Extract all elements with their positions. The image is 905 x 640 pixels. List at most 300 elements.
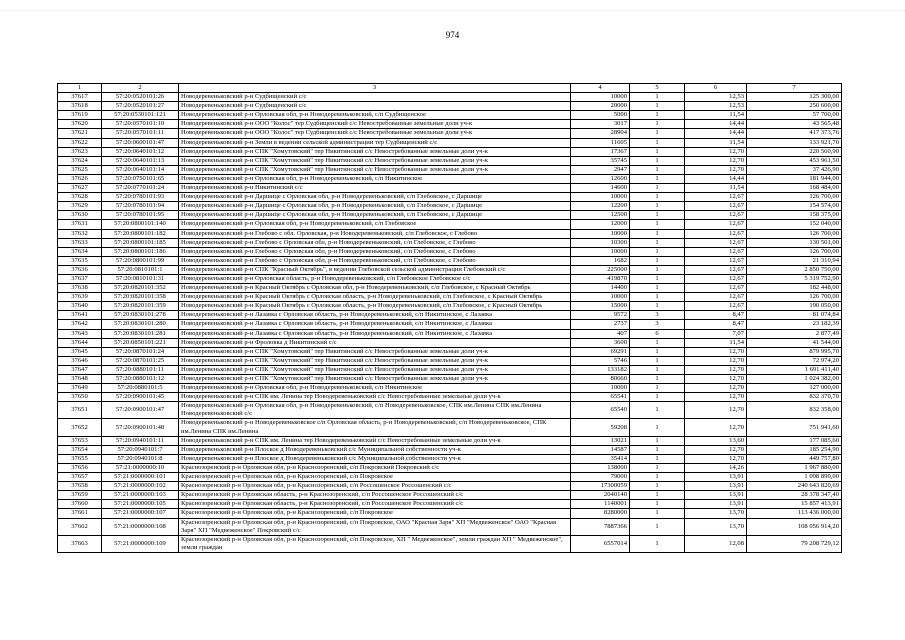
value-cell: 81 074,84 [747, 311, 842, 320]
value-cell: 417 373,76 [747, 129, 842, 138]
rate-cell: 12,67 [685, 202, 747, 211]
address-cell: Новодеревеньковский р-н СПК им. Ленина тер Новодеревеньковский с/с Невостребованные земельные доли уч-к [179, 393, 571, 402]
rate-cell: 14,44 [685, 129, 747, 138]
cadastral-number-cell: 57:20:0820101:352 [102, 284, 179, 293]
row-number-cell: 37641 [58, 311, 102, 320]
row-number-cell: 37639 [58, 293, 102, 302]
value-cell: 168 484,00 [747, 184, 842, 193]
group-cell: 1 [630, 265, 685, 274]
table-row [58, 229, 842, 238]
area-cell: 10300 [571, 238, 630, 247]
group-cell: 1 [630, 402, 685, 419]
cadastral-number-cell: 57:20:0520101:27 [102, 102, 179, 111]
rate-cell: 12,70 [685, 419, 747, 436]
address-cell: Краснозоренский р-н Орловская обл, р-н Краснозоренский, с/п Покровское, ОАО "Красная Заря" ХП "Медвеженское" ОАО "Красная Заря" ХП "Медвеженское" Покровский с/с [179, 518, 571, 535]
cadastral-number-cell: 57:20:0870101:24 [102, 347, 179, 356]
table-row [58, 402, 842, 419]
area-cell: 11605 [571, 138, 630, 147]
cadastral-number-cell: 57:20:0850101:221 [102, 338, 179, 347]
value-cell: 751 941,60 [747, 419, 842, 436]
cadastral-number-cell: 57:20:0830101:281 [102, 329, 179, 338]
value-cell: 108 056 914,20 [747, 518, 842, 535]
table-row [58, 338, 842, 347]
table-row [58, 202, 842, 211]
value-cell: 43 565,48 [747, 120, 842, 129]
area-cell: 59208 [571, 419, 630, 436]
table-row [58, 220, 842, 229]
group-cell: 1 [630, 220, 685, 229]
rate-cell: 13,91 [685, 500, 747, 509]
table-row [58, 445, 842, 454]
value-cell: 181 944,00 [747, 174, 842, 183]
rate-cell: 12,53 [685, 93, 747, 102]
group-cell: 1 [630, 473, 685, 482]
area-cell: 79000 [571, 473, 630, 482]
row-number-cell: 37659 [58, 491, 102, 500]
row-number-cell: 37663 [58, 535, 102, 552]
row-number-cell: 37654 [58, 445, 102, 454]
table-row [58, 500, 842, 509]
header-cell: 1 [58, 84, 102, 93]
cadastral-number-cell: 57:20:0900101:45 [102, 393, 179, 402]
table-row [58, 375, 842, 384]
group-cell: 1 [630, 463, 685, 472]
address-cell: Новодеревеньковский р-н СПК "Хомутовский" тер Никитинский с/с Невостребованные земельные доли уч-к [179, 375, 571, 384]
value-cell: 250 600,00 [747, 102, 842, 111]
group-cell: 1 [630, 184, 685, 193]
group-cell: 1 [630, 338, 685, 347]
group-cell: 1 [630, 518, 685, 535]
group-cell: 1 [630, 393, 685, 402]
area-cell: 7887366 [571, 518, 630, 535]
address-cell: Новодеревеньковский р-н ООО "Колос" тер Судбищенский с/с Невостребованные земельные доли уч-к [179, 129, 571, 138]
area-cell: 8280000 [571, 509, 630, 518]
area-cell: 419870 [571, 274, 630, 283]
cadastral-number-cell: 57:20:0800101:182 [102, 229, 179, 238]
address-cell: Новодеревеньковский р-н СПК "Хомутовский" тер Никитинский с/с Невостребованные земельные доли уч-к [179, 147, 571, 156]
value-cell: 2 850 750,00 [747, 265, 842, 274]
value-cell: 832 370,70 [747, 393, 842, 402]
cadastral-number-cell: 57:20:0800101:185 [102, 238, 179, 247]
row-number-cell: 37642 [58, 320, 102, 329]
table-row [58, 93, 842, 102]
value-cell: 832 358,00 [747, 402, 842, 419]
group-cell: 1 [630, 247, 685, 256]
table-row [58, 184, 842, 193]
scan-artifact [0, 10, 905, 17]
value-cell: 37 426,90 [747, 165, 842, 174]
address-cell: Новодеревеньковский р-н Судбищенский с/с [179, 102, 571, 111]
group-cell: 1 [630, 138, 685, 147]
rate-cell: 12,67 [685, 274, 747, 283]
table-row [58, 347, 842, 356]
rate-cell: 13,91 [685, 491, 747, 500]
address-cell: Новодеревеньковский р-н Красный Октябрь с Орловская обл, р-н Новодеревеньковский, с/п Глебовское, с Красный Октябрь [179, 284, 571, 293]
cadastral-number-cell: 57:20:0570101:11 [102, 129, 179, 138]
group-cell: 1 [630, 111, 685, 120]
group-cell: 1 [630, 500, 685, 509]
row-number-cell: 37618 [58, 102, 102, 111]
value-cell: 1 691 411,40 [747, 365, 842, 374]
rate-cell: 12,67 [685, 256, 747, 265]
group-cell: 1 [630, 156, 685, 165]
area-cell: 35745 [571, 156, 630, 165]
group-cell: 1 [630, 302, 685, 311]
area-cell: 20000 [571, 102, 630, 111]
cadastral-number-cell: 57:20:0800101:140 [102, 220, 179, 229]
value-cell: 126 700,00 [747, 293, 842, 302]
cadastral-number-cell: 57:21:0000000:107 [102, 509, 179, 518]
value-cell: 220 560,90 [747, 147, 842, 156]
rate-cell: 13,91 [685, 482, 747, 491]
cadastral-number-cell: 57:20:0830101:278 [102, 311, 179, 320]
table-row [58, 356, 842, 365]
row-number-cell: 37620 [58, 120, 102, 129]
value-cell: 127 000,00 [747, 384, 842, 393]
area-cell: 2040140 [571, 491, 630, 500]
row-number-cell: 37649 [58, 384, 102, 393]
value-cell: 133 921,70 [747, 138, 842, 147]
value-cell: 190 050,00 [747, 302, 842, 311]
address-cell: Новодеревеньковский р-н Даршице с Орловская обл, р-н Новодеревеньковский, с/п Глебовское, с Даршице [179, 202, 571, 211]
area-cell: 2737 [571, 320, 630, 329]
rate-cell: 13,60 [685, 436, 747, 445]
address-cell: Новодеревеньковский р-н ООО "Колос" тер Судбищенский с/с Невостребованные земельные доли уч-к [179, 120, 571, 129]
cadastral-number-cell: 57:20:0870101:25 [102, 356, 179, 365]
cadastral-number-cell: 57:21:0000000:10 [102, 463, 179, 472]
row-number-cell: 37627 [58, 184, 102, 193]
group-cell: 1 [630, 482, 685, 491]
cadastral-number-cell: 57:20:0640101:12 [102, 147, 179, 156]
cadastral-number-cell: 57:20:0940101:8 [102, 454, 179, 463]
table-row [58, 129, 842, 138]
area-cell: 133182 [571, 365, 630, 374]
address-cell: Новодеревеньковский р-н СПК "Хомутовский" тер Никитинский с/с Невостребованные земельные доли уч-к [179, 365, 571, 374]
area-cell: 2947 [571, 165, 630, 174]
address-cell: Краснозоренский р-н Орловская обл, р-н Краснозоренский, с/п Россошенское Россошенский с/с [179, 482, 571, 491]
address-cell: Новодеревеньковский р-н Никитинский с/с [179, 184, 571, 193]
table-row [58, 419, 842, 436]
group-cell: 1 [630, 284, 685, 293]
group-cell: 1 [630, 256, 685, 265]
cadastral-number-cell: 57:21:0000000:109 [102, 535, 179, 552]
group-cell: 1 [630, 375, 685, 384]
cadastral-number-cell: 57:20:0640101:13 [102, 156, 179, 165]
value-cell: 72 974,20 [747, 356, 842, 365]
area-cell: 65541 [571, 393, 630, 402]
address-cell: Новодеревеньковский р-н Даршице с Орловская обл, р-н Новодеревеньковский, с/п Глебовское, с Даршице [179, 193, 571, 202]
address-cell: Новодеревеньковский р-н Земли в ведении сельской администрации тер Судбищенский с/с [179, 138, 571, 147]
group-cell: 1 [630, 274, 685, 283]
address-cell: Новодеревеньковский р-н Плоское д Новодеревеньковский с/с Муниципальной собственности уч-к [179, 454, 571, 463]
cadastral-number-cell: 57:20:0880101:11 [102, 365, 179, 374]
rate-cell: 12,70 [685, 156, 747, 165]
table-row [58, 491, 842, 500]
rate-cell: 7,07 [685, 329, 747, 338]
rate-cell: 8,47 [685, 311, 747, 320]
row-number-cell: 37622 [58, 138, 102, 147]
row-number-cell: 37637 [58, 274, 102, 283]
rate-cell: 12,53 [685, 102, 747, 111]
address-cell: Новодеревеньковский р-н Даршице с Орловская обл, р-н Новодеревеньковский, с/п Глебовское, с Даршице [179, 211, 571, 220]
group-cell: 1 [630, 229, 685, 238]
rate-cell: 12,70 [685, 147, 747, 156]
value-cell: 1 098 890,00 [747, 473, 842, 482]
area-cell: 28904 [571, 129, 630, 138]
area-cell: 9572 [571, 311, 630, 320]
address-cell: Новодеревеньковский р-н Орловская обл, р-н Новодеревеньковский, с/п Новодеревеньковское, СПК им.Ленина СПК им.Ленина Новодеревеньковский с/с [179, 402, 571, 419]
group-cell: 1 [630, 193, 685, 202]
address-cell: Новодеревеньковский р-н Новодеревеньковское с/п Орловская область, р-н Новодеревеньковский, с/п Новодеревеньковское, СПК им.Ленина СПК им.Ленина [179, 419, 571, 436]
area-cell: 10000 [571, 193, 630, 202]
address-cell: Новодеревеньковский р-н СПК "Хомутовский" тер Никитинский с/с Невостребованные земельные доли уч-к [179, 347, 571, 356]
cadastral-number-cell: 57:20:0800101:186 [102, 247, 179, 256]
value-cell: 449 757,80 [747, 454, 842, 463]
rate-cell: 12,70 [685, 347, 747, 356]
cadastral-number-cell: 57:20:0830101:280 [102, 320, 179, 329]
row-number-cell: 37660 [58, 500, 102, 509]
table-row [58, 274, 842, 283]
value-cell: 126 700,00 [747, 193, 842, 202]
address-cell: Краснозоренский р-н Орловская обл, р-н Краснозоренский, с/п Покровский Покровский с/с [179, 463, 571, 472]
row-number-cell: 37648 [58, 375, 102, 384]
cadastral-number-cell: 57:21:0000000:102 [102, 482, 179, 491]
row-number-cell: 37655 [58, 454, 102, 463]
table-row [58, 482, 842, 491]
group-cell: 1 [630, 293, 685, 302]
area-cell: 5000 [571, 111, 630, 120]
row-number-cell: 37635 [58, 256, 102, 265]
address-cell: Новодеревеньковский р-н Глебово с Орловская обл, р-н Новодеревеньковский, с/п Глебовское, с Глебово [179, 247, 571, 256]
rate-cell: 12,67 [685, 293, 747, 302]
group-cell: 1 [630, 129, 685, 138]
value-cell: 126 700,00 [747, 247, 842, 256]
area-cell: 14587 [571, 445, 630, 454]
table-header-row [58, 84, 842, 93]
table-row [58, 147, 842, 156]
rate-cell: 12,67 [685, 238, 747, 247]
row-number-cell: 37634 [58, 247, 102, 256]
table-row [58, 211, 842, 220]
address-cell: Краснозоренский р-н Орловская область, р-н Краснозоренский, с/п Россошенское Россошенский с/с [179, 491, 571, 500]
row-number-cell: 37647 [58, 365, 102, 374]
area-cell: 10000 [571, 229, 630, 238]
row-number-cell: 37621 [58, 129, 102, 138]
cadastral-number-cell: 57:20:0940101:11 [102, 436, 179, 445]
cadastral-number-cell: 57:20:0750101:65 [102, 174, 179, 183]
area-cell: 65540 [571, 402, 630, 419]
cadastral-number-cell: 57:20:0600101:47 [102, 138, 179, 147]
area-cell: 1682 [571, 256, 630, 265]
cadastral-number-cell: 57:20:0770101:24 [102, 184, 179, 193]
table-row [58, 174, 842, 183]
address-cell: Новодеревеньковский р-н Орловская обл, р-н Новодеревеньковский, с/п Глебовское [179, 220, 571, 229]
value-cell: 125 300,00 [747, 93, 842, 102]
cadastral-number-cell: 57:20:0810101:1 [102, 265, 179, 274]
address-cell: Новодеревеньковский р-н Плоское д Новодеревеньковский с/с Муниципальной собственности уч-к [179, 445, 571, 454]
rate-cell: 12,70 [685, 445, 747, 454]
value-cell: 177 085,60 [747, 436, 842, 445]
value-cell: 23 182,39 [747, 320, 842, 329]
table-row [58, 473, 842, 482]
row-number-cell: 37657 [58, 473, 102, 482]
value-cell: 240 643 820,69 [747, 482, 842, 491]
table-row [58, 193, 842, 202]
row-number-cell: 37640 [58, 302, 102, 311]
row-number-cell: 37619 [58, 111, 102, 120]
row-number-cell: 37623 [58, 147, 102, 156]
row-number-cell: 37650 [58, 393, 102, 402]
value-cell: 41 544,00 [747, 338, 842, 347]
row-number-cell: 37628 [58, 193, 102, 202]
area-cell: 5746 [571, 356, 630, 365]
area-cell: 12000 [571, 220, 630, 229]
value-cell: 879 995,70 [747, 347, 842, 356]
group-cell: 1 [630, 165, 685, 174]
row-number-cell: 37645 [58, 347, 102, 356]
table-row [58, 535, 842, 552]
table-row [58, 265, 842, 274]
area-cell: 6557014 [571, 535, 630, 552]
table-row [58, 311, 842, 320]
row-number-cell: 37651 [58, 402, 102, 419]
row-number-cell: 37617 [58, 93, 102, 102]
value-cell: 1 967 880,00 [747, 463, 842, 472]
rate-cell: 12,70 [685, 454, 747, 463]
rate-cell: 12,67 [685, 302, 747, 311]
address-cell: Новодеревеньковский р-н СПК им. Ленина тер Новодеревеньковский с/с Невостребованные земельные доли уч-к [179, 436, 571, 445]
area-cell: 12600 [571, 174, 630, 183]
area-cell: 3600 [571, 338, 630, 347]
area-cell: 14400 [571, 284, 630, 293]
value-cell: 1 024 382,00 [747, 375, 842, 384]
cadastral-number-cell: 57:20:0880101:5 [102, 384, 179, 393]
area-cell: 69291 [571, 347, 630, 356]
area-cell: 1140001 [571, 500, 630, 509]
rate-cell: 14,44 [685, 120, 747, 129]
group-cell: 1 [630, 509, 685, 518]
group-cell: 1 [630, 454, 685, 463]
header-cell: 2 [102, 84, 179, 93]
rate-cell: 13,70 [685, 509, 747, 518]
row-number-cell: 37632 [58, 229, 102, 238]
area-cell: 17300059 [571, 482, 630, 491]
address-cell: Новодеревеньковский р-н Орловская обл, р-н Новодеревеньковский, с/п Никитинское [179, 174, 571, 183]
area-cell: 10000 [571, 384, 630, 393]
area-cell: 17367 [571, 147, 630, 156]
row-number-cell: 37631 [58, 220, 102, 229]
row-number-cell: 37626 [58, 174, 102, 183]
value-cell: 182 448,00 [747, 284, 842, 293]
value-cell: 152 040,00 [747, 220, 842, 229]
address-cell: Новодеревеньковский р-н Лазавка с Орловская область, р-н Новодеревеньковский, с/п Никитинское, с Лазавка [179, 329, 571, 338]
rate-cell: 12,70 [685, 165, 747, 174]
row-number-cell: 37656 [58, 463, 102, 472]
area-cell: 225000 [571, 265, 630, 274]
area-cell: 80660 [571, 375, 630, 384]
table-row [58, 329, 842, 338]
group-cell: 3 [630, 311, 685, 320]
cadastral-number-cell: 57:20:0800101:99 [102, 256, 179, 265]
group-cell: 1 [630, 238, 685, 247]
rate-cell: 12,67 [685, 265, 747, 274]
address-cell: Новодеревеньковский р-н Красный Октябрь с Орловская область, р-н Новодеревеньковский, с/п Глебовское, с Красный Октябрь [179, 293, 571, 302]
table-row [58, 165, 842, 174]
cadastral-number-cell: 57:20:0780101:93 [102, 193, 179, 202]
group-cell: 1 [630, 384, 685, 393]
cadastral-number-cell: 57:20:0820101:358 [102, 293, 179, 302]
group-cell: 1 [630, 535, 685, 552]
group-cell: 1 [630, 356, 685, 365]
area-cell: 10000 [571, 247, 630, 256]
rate-cell: 11,54 [685, 184, 747, 193]
rate-cell: 12,67 [685, 193, 747, 202]
rate-cell: 13,91 [685, 473, 747, 482]
address-cell: Краснозоренский р-н Орловская область, р-н Краснозоренский, с/п Россошенское Россошенский с/с [179, 500, 571, 509]
row-number-cell: 37652 [58, 419, 102, 436]
cadastral-number-cell: 57:20:0900101:48 [102, 419, 179, 436]
cadastral-number-cell: 57:20:0880101:12 [102, 375, 179, 384]
group-cell: 1 [630, 211, 685, 220]
value-cell: 158 375,00 [747, 211, 842, 220]
table-row [58, 384, 842, 393]
rate-cell: 13,70 [685, 518, 747, 535]
address-cell: Новодеревеньковский р-н Лазавка с Орловская область, р-н Новодеревеньковский, с/п Никитинское, с Лазавка [179, 320, 571, 329]
row-number-cell: 37643 [58, 329, 102, 338]
value-cell: 57 700,00 [747, 111, 842, 120]
cadastral-number-cell: 57:20:0820101:359 [102, 302, 179, 311]
row-number-cell: 37662 [58, 518, 102, 535]
rate-cell: 12,70 [685, 384, 747, 393]
address-cell: Новодеревеньковский р-н Судбищенский с/с [179, 93, 571, 102]
value-cell: 126 700,00 [747, 229, 842, 238]
area-cell: 15000 [571, 302, 630, 311]
table-row [58, 102, 842, 111]
value-cell: 185 254,90 [747, 445, 842, 454]
area-cell: 138000 [571, 463, 630, 472]
address-cell: Краснозоренский р-н Орловская обл, р-н Краснозоренский, с/п Покровское, ХП " Медвеженское", земли граждан ХП " Медвеженское", земли граждан [179, 535, 571, 552]
rate-cell: 12,08 [685, 535, 747, 552]
address-cell: Новодеревеньковский р-н Орловская обл, р-н Новодеревеньковский, с/п Никитинское [179, 384, 571, 393]
area-cell: 10000 [571, 93, 630, 102]
rate-cell: 14,26 [685, 463, 747, 472]
group-cell: 1 [630, 120, 685, 129]
group-cell: 1 [630, 347, 685, 356]
row-number-cell: 37629 [58, 202, 102, 211]
cadastral-number-cell: 57:21:0000000:105 [102, 500, 179, 509]
value-cell: 15 857 413,91 [747, 500, 842, 509]
area-cell: 10000 [571, 293, 630, 302]
row-number-cell: 37625 [58, 165, 102, 174]
cadastral-number-cell: 57:21:0000000:103 [102, 491, 179, 500]
value-cell: 5 319 752,90 [747, 274, 842, 283]
group-cell: 6 [630, 329, 685, 338]
rate-cell: 12,67 [685, 229, 747, 238]
table-row [58, 320, 842, 329]
rate-cell: 12,67 [685, 247, 747, 256]
header-cell: 6 [685, 84, 747, 93]
rate-cell: 12,67 [685, 211, 747, 220]
rate-cell: 11,54 [685, 111, 747, 120]
value-cell: 2 877,49 [747, 329, 842, 338]
table-row [58, 463, 842, 472]
area-cell: 12200 [571, 202, 630, 211]
row-number-cell: 37636 [58, 265, 102, 274]
registry-table [57, 83, 842, 553]
table-row [58, 111, 842, 120]
row-number-cell: 37633 [58, 238, 102, 247]
rate-cell: 12,70 [685, 402, 747, 419]
